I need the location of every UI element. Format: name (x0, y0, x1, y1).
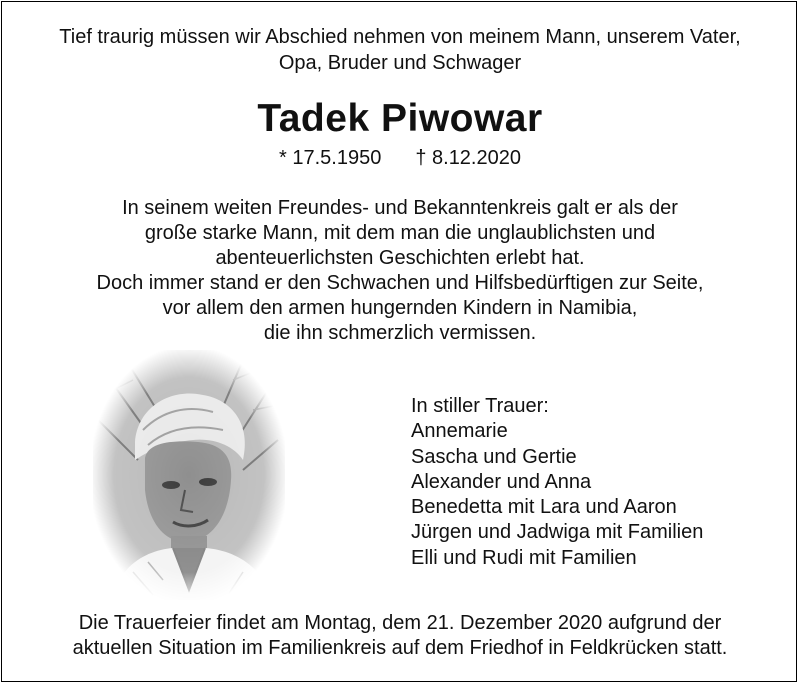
mourner-name: Elli und Rudi mit Familien (411, 546, 637, 569)
mourner-name: Annemarie (411, 420, 508, 443)
tribute-line: große starke Mann, mit dem man die unglaublichsten und (144, 222, 656, 244)
tribute-line: vor allem den armen hungernden Kindern in Namibia, (162, 297, 638, 319)
tribute-text (0, 196, 800, 346)
portrait-photo (93, 350, 285, 600)
mourner-name: Sascha und Gertie (411, 445, 577, 468)
life-dates (0, 145, 800, 171)
deceased-name: Tadek Piwowar (257, 97, 543, 140)
funeral-notice (0, 611, 800, 661)
intro-line-2: Opa, Bruder und Schwager (278, 52, 522, 74)
mourner-name: Benedetta mit Lara und Aaron (411, 496, 677, 519)
birth-date: * 17.5.1950 (279, 147, 382, 169)
funeral-line-2: aktuellen Situation im Familienkreis auf dem Friedhof in Feldkrücken statt. (72, 637, 728, 659)
intro-line-1: Tief traurig müssen wir Abschied nehmen von meinem Mann, unserem Vater, (59, 26, 741, 48)
tribute-line: die ihn schmerzlich vermissen. (263, 322, 537, 344)
funeral-line-1: Die Trauerfeier findet am Montag, dem 21. Dezember 2020 aufgrund der (78, 612, 722, 634)
tribute-line: In seinem weiten Freundes- und Bekanntenkreis galt er als der (122, 197, 678, 219)
mourner-name: Alexander und Anna (411, 470, 592, 493)
tribute-line: Doch immer stand er den Schwachen und Hilfsbedürftigen zur Seite, (96, 272, 704, 294)
tribute-line: abenteuerlichsten Geschichten erlebt hat. (215, 247, 585, 269)
death-date: † 8.12.2020 (415, 147, 521, 169)
mourners-heading: In stiller Trauer: (411, 395, 549, 417)
mourner-name: Jürgen und Jadwiga mit Familien (411, 521, 704, 544)
mourners-list (411, 394, 703, 571)
